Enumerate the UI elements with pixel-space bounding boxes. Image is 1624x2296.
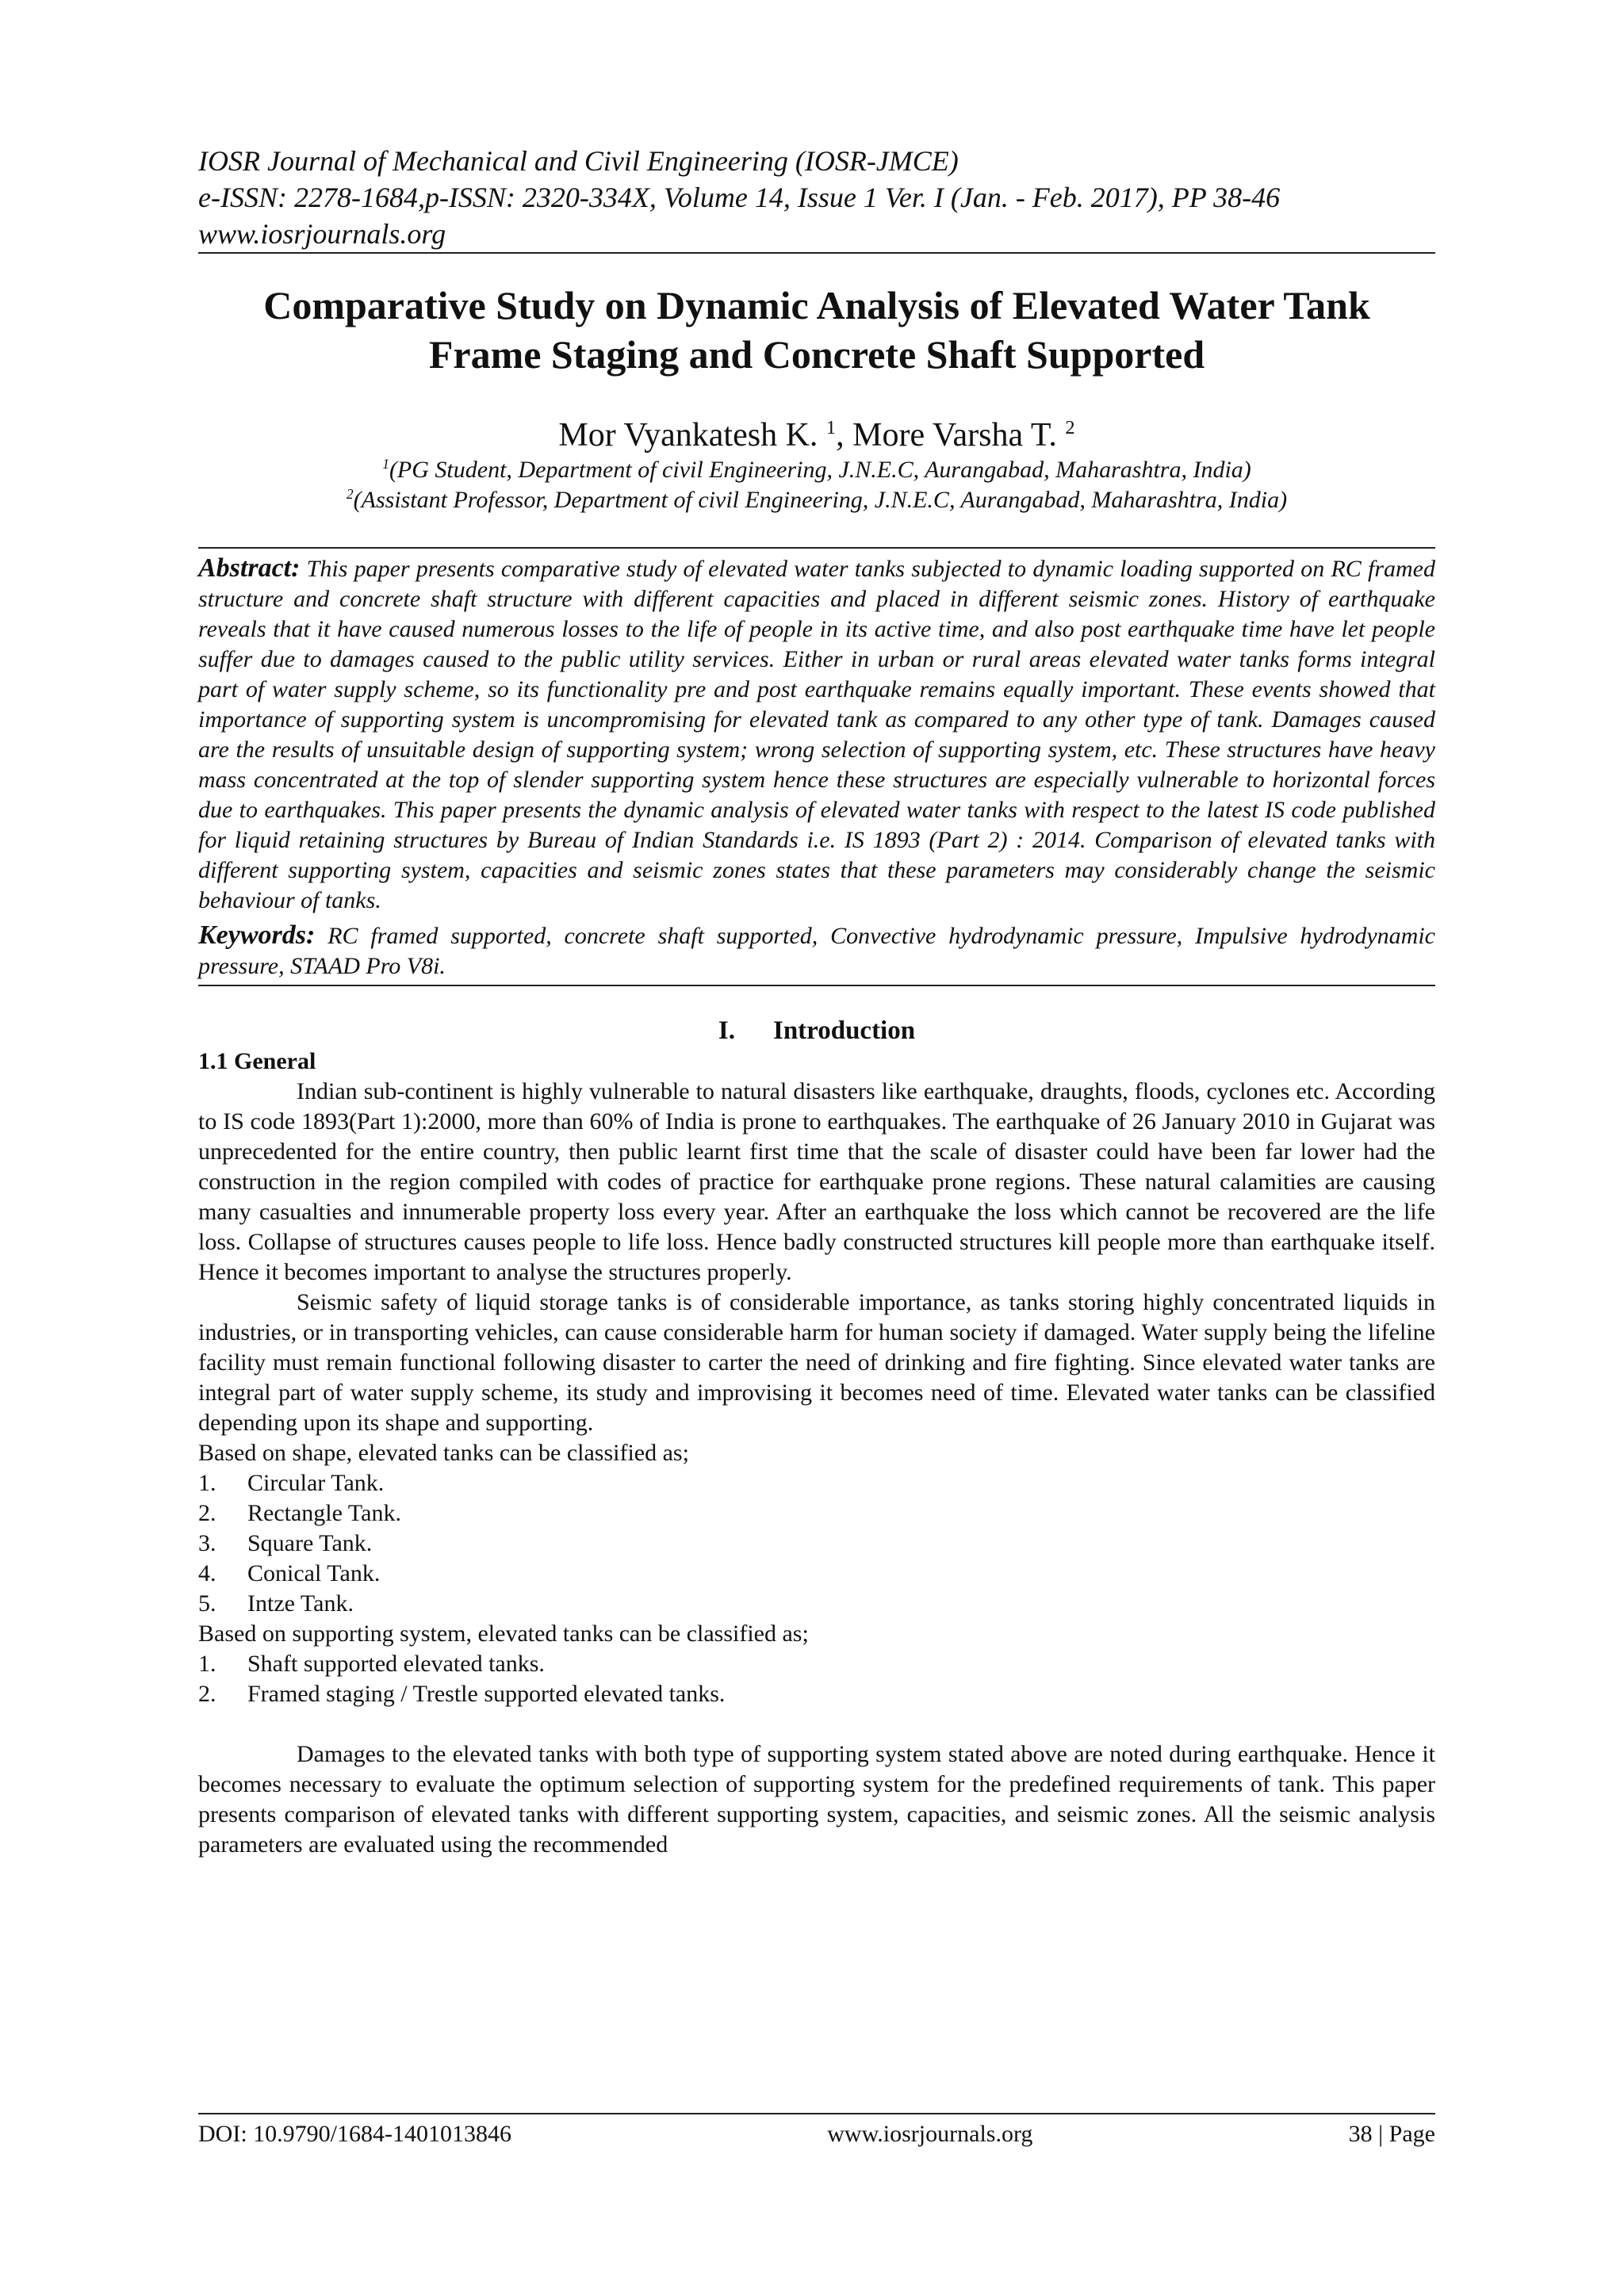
list-text: Square Tank. [247,1530,373,1556]
list-item [198,1498,1435,1529]
list-item [198,1649,1435,1679]
paragraph-1: Indian sub-continent is highly vulnerable to natural disasters like earthquake, draughts, floods, cyclones etc. According to IS code 1893(Part 1):2000, more than 60% of India is prone to earthquakes. The earthquake of 26 January 2010 in Gujarat was unprecedented for the entire country, then public learnt first time that the scale of disaster could have been far lower had the construction in the region compiled with codes of practice for earthquake prone regions. These natural calamities are causing many casualties and innumerable property loss every year. After an earthquake the loss which cannot be recovered are the life loss. Collapse of structures causes people to life loss. Hence badly constructed structures kill people more than earthquake itself. Hence it becomes important to analyse the structures properly. [198,1078,1435,1285]
keywords-block [198,920,1435,982]
list-number: 5. [198,1590,216,1617]
list-text: Rectangle Tank. [247,1500,401,1526]
author-list [198,415,1435,455]
journal-header [198,143,1435,252]
list-number: 4. [198,1560,216,1586]
support-list-intro: Based on supporting system, elevated tanks can be classified as; [198,1621,809,1647]
list-number: 2. [198,1500,216,1526]
journal-website: www.iosrjournals.org [198,218,446,250]
affiliation-2-mark: 2 [346,486,354,502]
footer-website: www.iosrjournals.org [827,2121,1033,2147]
list-item [198,1468,1435,1498]
paper-page [198,143,1435,2172]
footer-row [198,2119,1435,2149]
author-1: Mor Vyankatesh K. [558,417,826,453]
abstract-label: Abstract: [198,553,301,583]
section-heading-introduction [198,1015,1435,1047]
title-line-2: Frame Staging and Concrete Shaft Supported [428,332,1205,377]
author-1-affil-mark: 1 [825,417,837,438]
list-item [198,1679,1435,1709]
keywords-text: RC framed supported, concrete shaft supported, Convective hydrodynamic pressure, Impulsive hydrodynamic pressure, STAAD Pro V8i. [198,923,1436,979]
paragraph-3: Damages to the elevated tanks with both type of supporting system stated above are noted during earthquake. Hence it becomes necessary to evaluate the optimum selection of supporting system for the predefined requirements of tank. This paper presents comparison of elevated tanks with different supporting system, capacities, and seismic zones. All the seismic analysis parameters are evaluated using the recommended [198,1741,1435,1858]
abstract-bottom-rule [198,985,1435,986]
list-text: Conical Tank. [247,1560,381,1586]
list-number: 1. [198,1470,216,1496]
footer-rule [198,2113,1435,2114]
paper-title [198,281,1435,379]
list-item [198,1589,1435,1619]
abstract-text: This paper presents comparative study of elevated water tanks subjected to dynamic loading supported on RC framed structure and concrete shaft structure with different capacities and placed in different seismic zones. History of earthquake reveals that it have caused numerous losses to the life of people in its active time, and also post earthquake time have let people suffer due to damages caused to the public utility services. Either in urban or rural areas elevated water tanks forms integral part of water supply scheme, so its functionality pre and post earthquake remains equally important. These events showed that importance of supporting system is uncompromising for elevated tank as compared to any other type of tank. Damages caused are the results of unsuitable design of supporting system; wrong selection of supporting system, etc. These structures have heavy mass concentrated at the top of slender supporting system hence these structures are especially vulnerable to horizontal forces due to earthquakes. This paper presents the dynamic analysis of elevated water tanks with respect to the latest IS code published for liquid retaining structures by Bureau of Indian Standards i.e. IS 1893 (Part 2) : 2014. Comparison of elevated tanks with different supporting system, capacities and seismic zones states that these parameters may considerably change the seismic behaviour of tanks. [198,556,1436,913]
list-item [198,1559,1435,1589]
affiliation-2-text: (Assistant Professor, Department of civil Engineering, J.N.E.C, Aurangabad, Maharashtra, India) [353,487,1288,513]
subsection-heading-general: 1.1 General [198,1048,316,1074]
affiliation-1-mark: 1 [382,456,389,472]
footer-page-number: 38 | Page [1348,2121,1435,2147]
list-item [198,1529,1435,1559]
list-text: Framed staging / Trestle supported elevated tanks. [247,1681,726,1707]
list-text: Shaft supported elevated tanks. [247,1651,545,1677]
author-separator: , [836,417,853,453]
list-number: 1. [198,1651,216,1677]
journal-issn: e-ISSN: 2278-1684,p-ISSN: 2320-334X, Volume 14, Issue 1 Ver. I (Jan. - Feb. 2017), PP 38-46 [198,182,1281,213]
list-number: 2. [198,1681,216,1707]
keywords-label: Keywords: [198,920,316,950]
abstract-block [198,553,1435,916]
shape-list-intro: Based on shape, elevated tanks can be classified as; [198,1440,689,1466]
title-line-1: Comparative Study on Dynamic Analysis of Elevated Water Tank [263,283,1370,327]
header-rule [198,252,1435,254]
affiliation-2 [198,485,1435,515]
paragraph-2: Seismic safety of liquid storage tanks is of considerable importance, as tanks storing highly concentrated liquids in industries, or in transporting vehicles, can cause considerable harm for human society if damaged. Water supply being the lifeline facility must remain functional following disaster to carter the need of drinking and fire fighting. Since elevated water tanks are integral part of water supply scheme, its study and improvising it becomes need of time. Elevated water tanks can be classified depending upon its shape and supporting. [198,1289,1435,1436]
list-text: Circular Tank. [247,1470,385,1496]
list-number: 3. [198,1530,216,1556]
section-number: I. [718,1016,735,1045]
affiliation-1 [198,455,1435,485]
journal-name: IOSR Journal of Mechanical and Civil Engineering (IOSR-JMCE) [198,145,959,177]
list-text: Intze Tank. [247,1590,354,1617]
author-2-affil-mark: 2 [1065,417,1075,438]
author-2: More Varsha T. [852,417,1066,453]
footer-doi: DOI: 10.9790/1684-1401013846 [198,2121,511,2147]
page-footer [198,2113,1435,2149]
affiliation-1-text: (PG Student, Department of civil Engineering, J.N.E.C, Aurangabad, Maharashtra, India) [389,457,1251,483]
abstract-top-rule [198,547,1435,549]
section-title: Introduction [772,1016,916,1045]
